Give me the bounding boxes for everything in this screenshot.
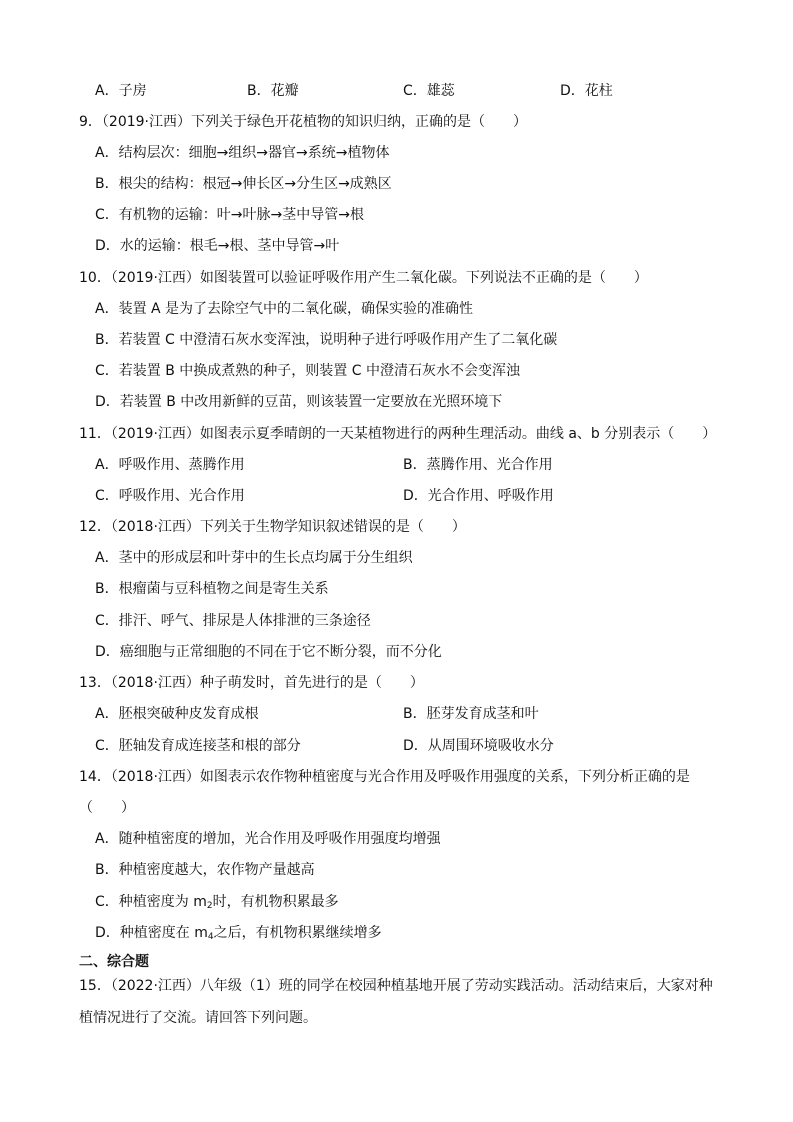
option-b: B．花瓣 bbox=[247, 83, 299, 99]
option-a: A．胚根突破种皮发育成根 bbox=[95, 706, 259, 722]
section-heading: 二、综合题 bbox=[79, 954, 149, 970]
option-d: D．从周围环境吸收水分 bbox=[403, 738, 554, 754]
option-b: B．蒸腾作用、光合作用 bbox=[403, 457, 553, 473]
option-d: D．若装置 B 中改用新鲜的豆苗，则该装置一定要放在光照环境下 bbox=[95, 394, 503, 410]
option-d: D．水的运输：根毛→根、茎中导管→叶 bbox=[95, 238, 340, 254]
option-b: B．若装置 C 中澄清石灰水变浑浊，说明种子进行呼吸作用产生了二氧化碳 bbox=[95, 332, 558, 348]
option-b: B．根瘤菌与豆科植物之间是寄生关系 bbox=[95, 581, 329, 597]
option-b: B．种植密度越大，农作物产量越高 bbox=[95, 862, 315, 878]
option-d: D．光合作用、呼吸作用 bbox=[403, 488, 554, 504]
option-b: B．胚芽发育成茎和叶 bbox=[403, 706, 539, 722]
question-stem: 15．（2022·江西）八年级（1）班的同学在校园种植基地开展了劳动实践活动。活动结束后，大家对种 bbox=[79, 978, 713, 994]
question-stem: 14．（2018·江西）如图表示农作物种植密度与光合作用及呼吸作用强度的关系，下列分析正确的是 bbox=[79, 769, 690, 785]
option-c: C．呼吸作用、光合作用 bbox=[95, 488, 245, 504]
option-c: C．雄蕊 bbox=[403, 83, 455, 99]
option-a: A．结构层次：细胞→组织→器官→系统→植物体 bbox=[95, 145, 390, 161]
option-d-text: D．种植密度在 m bbox=[95, 925, 208, 941]
option-d: D．癌细胞与正常细胞的不同在于它不断分裂，而不分化 bbox=[95, 644, 442, 660]
option-a: A．子房 bbox=[95, 83, 147, 99]
subscript: 4 bbox=[207, 932, 214, 942]
question-stem: 13．（2018·江西）种子萌发时，首先进行的是（ ） bbox=[79, 675, 424, 691]
option-a: A．呼吸作用、蒸腾作用 bbox=[95, 457, 245, 473]
answer-blank: （ ） bbox=[79, 800, 135, 816]
option-c bbox=[95, 893, 339, 915]
option-d: D．花柱 bbox=[560, 83, 613, 99]
option-c-text: C．种植密度为 m bbox=[95, 894, 207, 910]
option-a: A．装置 A 是为了去除空气中的二氧化碳，确保实验的准确性 bbox=[95, 301, 474, 317]
option-a: A．茎中的形成层和叶芽中的生长点均属于分生组织 bbox=[95, 550, 413, 566]
subscript: 2 bbox=[206, 901, 213, 911]
option-b: B．根尖的结构：根冠→伸长区→分生区→成熟区 bbox=[95, 176, 392, 192]
question-stem: 9．（2019·江西）下列关于绿色开花植物的知识归纳，正确的是（ ） bbox=[79, 114, 527, 130]
option-c: C．若装置 B 中换成煮熟的种子，则装置 C 中澄清石灰水不会变浑浊 bbox=[95, 363, 520, 379]
question-stem: 10．（2019·江西）如图装置可以验证呼吸作用产生二氧化碳。下列说法不正确的是（ ） bbox=[79, 270, 648, 286]
option-c: C．胚轴发育成连接茎和根的部分 bbox=[95, 738, 301, 754]
option-c: C．排汗、呼气、排尿是人体排泄的三条途径 bbox=[95, 613, 371, 629]
question-stem: 11．（2019·江西）如图表示夏季晴朗的一天某植物进行的两种生理活动。曲线 a、b 分别表示（ ） bbox=[79, 426, 717, 442]
option-c: C．有机物的运输：叶→叶脉→茎中导管→根 bbox=[95, 207, 364, 223]
option-d-text-end: 之后，有机物积累继续增多 bbox=[213, 925, 382, 941]
option-c-text-end: 时，有机物积累最多 bbox=[212, 894, 339, 910]
option-d bbox=[95, 924, 382, 946]
question-stem: 12．（2018·江西）下列关于生物学知识叙述错误的是（ ） bbox=[79, 519, 466, 535]
option-a: A．随种植密度的增加，光合作用及呼吸作用强度均增强 bbox=[95, 831, 441, 847]
question-stem-continued: 植情况进行了交流。请回答下列问题。 bbox=[79, 1010, 317, 1026]
